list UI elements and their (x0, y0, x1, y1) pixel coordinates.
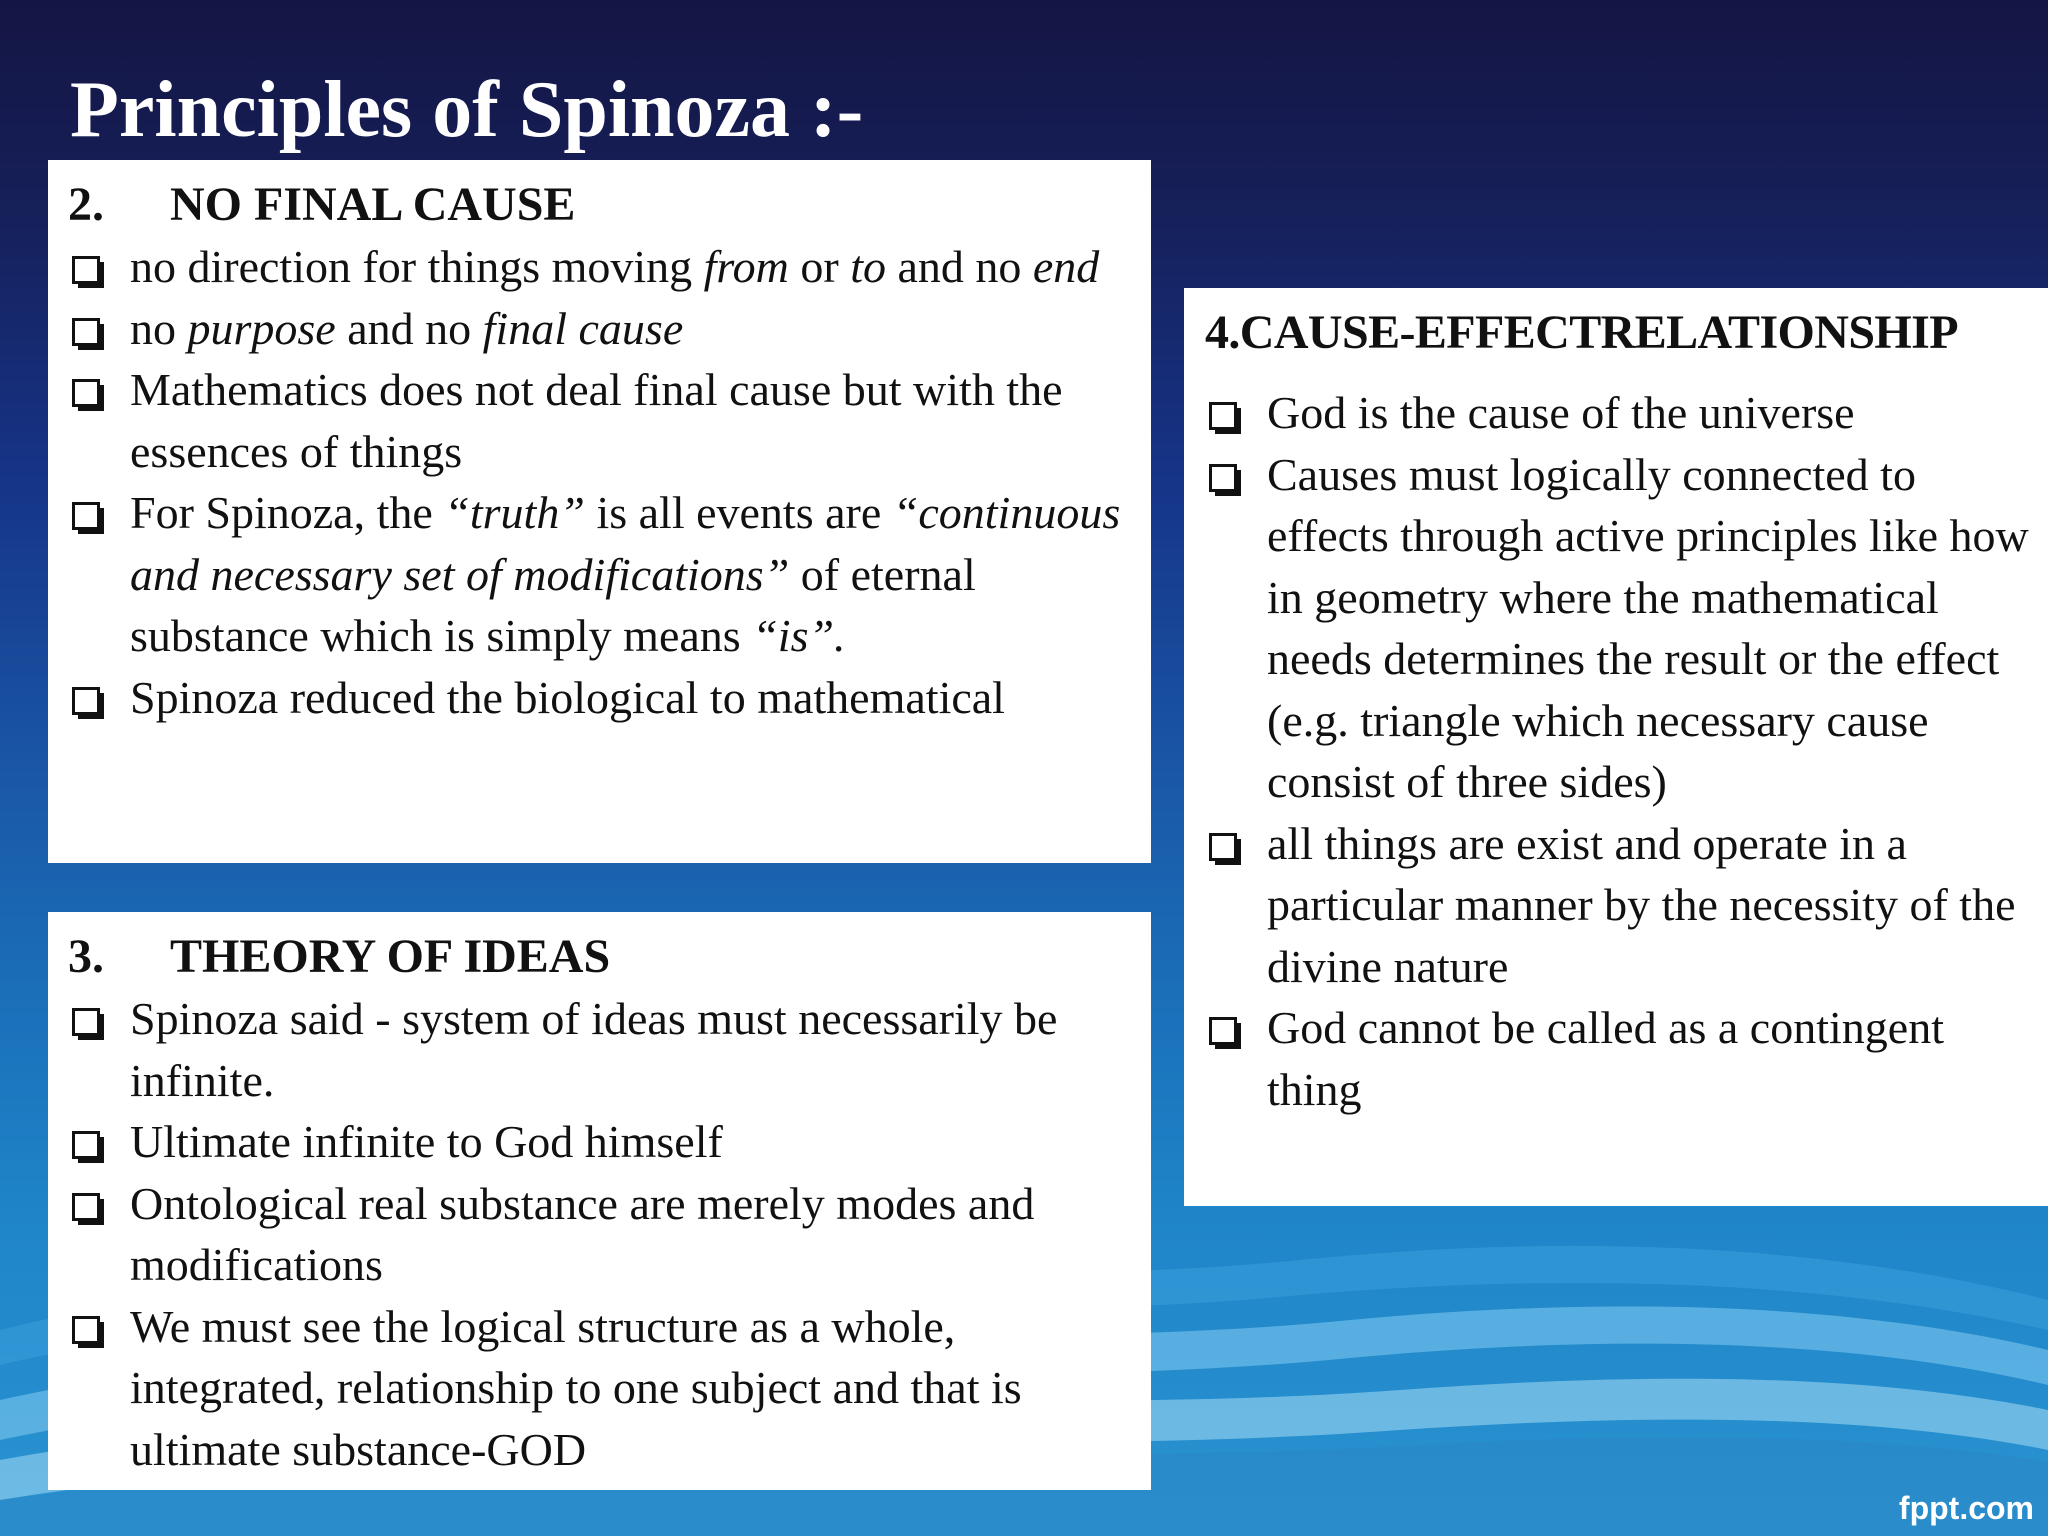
italic-text: to (850, 241, 886, 292)
checkbox-bullet-icon (72, 256, 106, 290)
principle-box-no-final-cause (48, 160, 1151, 863)
slide-title: Principles of Spinoza :- (70, 66, 864, 154)
bullet-item (68, 482, 1131, 667)
bullet-item (1205, 997, 2048, 1120)
bullet-text: For Spinoza, the (130, 487, 445, 538)
bullet-item (68, 298, 1131, 360)
heading-text: NO FINAL CAUSE (170, 178, 576, 231)
italic-text: “is”. (752, 610, 846, 661)
bullet-text: God is the cause of the universe (1267, 387, 1855, 438)
bullet-item (68, 988, 1131, 1111)
checkbox-bullet-icon (1209, 464, 1243, 498)
italic-text: “continuous and necessary set of modifications” (130, 487, 1121, 600)
box-heading (68, 174, 1131, 236)
bullet-text: no direction for things moving (130, 241, 704, 292)
bullet-text: of eternal substance which is simply means (130, 548, 976, 661)
checkbox-bullet-icon (72, 1131, 106, 1165)
bullet-item (68, 1296, 1131, 1481)
bullet-text: Spinoza said - system of ideas must necessarily be infinite. (130, 993, 1058, 1106)
checkbox-bullet-icon (72, 687, 106, 721)
principle-box-theory-of-ideas (48, 912, 1151, 1490)
heading-text: THEORY OF IDEAS (170, 930, 611, 983)
bullet-text: Ontological real substance are merely modes and modifications (130, 1177, 1035, 1290)
italic-text: purpose (187, 302, 336, 354)
bullet-item (68, 667, 1131, 729)
checkbox-bullet-icon (1209, 402, 1243, 436)
bullet-text: or (788, 241, 851, 292)
bullet-item (68, 236, 1131, 298)
heading-number: 2. (68, 178, 104, 231)
bullet-text: God cannot be called as a contingent thing (1267, 1002, 1944, 1115)
heading-number: 3. (68, 930, 104, 983)
bullet-text: and no (335, 302, 483, 354)
principle-box-cause-effect (1184, 288, 2048, 1206)
bullet-item (1205, 444, 2048, 813)
bullet-text: and no (885, 241, 1033, 292)
checkbox-bullet-icon (1209, 833, 1243, 867)
bullet-list (68, 988, 1131, 1480)
checkbox-bullet-icon (72, 502, 106, 536)
bullet-item (1205, 813, 2048, 998)
checkbox-bullet-icon (72, 1316, 106, 1350)
bullet-text: no (130, 302, 188, 354)
bullet-text: all things are exist and operate in a particular manner by the necessity of the divine nature (1267, 817, 2016, 992)
checkbox-bullet-icon (1209, 1017, 1243, 1051)
italic-text: “truth” (444, 487, 585, 538)
bullet-text: Spinoza reduced the biological to mathematical (130, 671, 1005, 723)
italic-text: end (1032, 241, 1100, 292)
box-heading (68, 926, 1131, 988)
italic-text: final cause (482, 302, 684, 354)
bullet-list (1205, 382, 2048, 1120)
bullet-item (68, 1173, 1131, 1296)
bullet-text: Ultimate infinite to God himself (130, 1116, 723, 1167)
italic-text: from (703, 241, 789, 292)
bullet-text: Causes must logically connected to effects through active principles like how in geometry where the mathematical needs determines the result or the effect (e.g. triangle which necessary cause consist of three sides) (1267, 448, 2029, 807)
checkbox-bullet-icon (72, 318, 106, 352)
bullet-item (68, 359, 1131, 482)
bullet-list (68, 236, 1131, 728)
bullet-text: Mathematics does not deal final cause but with the essences of things (130, 364, 1063, 477)
bullet-text: We must see the logical structure as a whole, integrated, relationship to one subject and that is ultimate substance-GOD (130, 1300, 1022, 1475)
bullet-item (1205, 382, 2048, 444)
bullet-text: is all events are (584, 487, 893, 538)
checkbox-bullet-icon (72, 1008, 106, 1042)
box-heading: 4.CAUSE-EFFECTRELATIONSHIP (1205, 306, 1958, 359)
footer-brand: fppt.com (1898, 1490, 2034, 1526)
checkbox-bullet-icon (72, 379, 106, 413)
bullet-item (68, 1111, 1131, 1173)
checkbox-bullet-icon (72, 1193, 106, 1227)
